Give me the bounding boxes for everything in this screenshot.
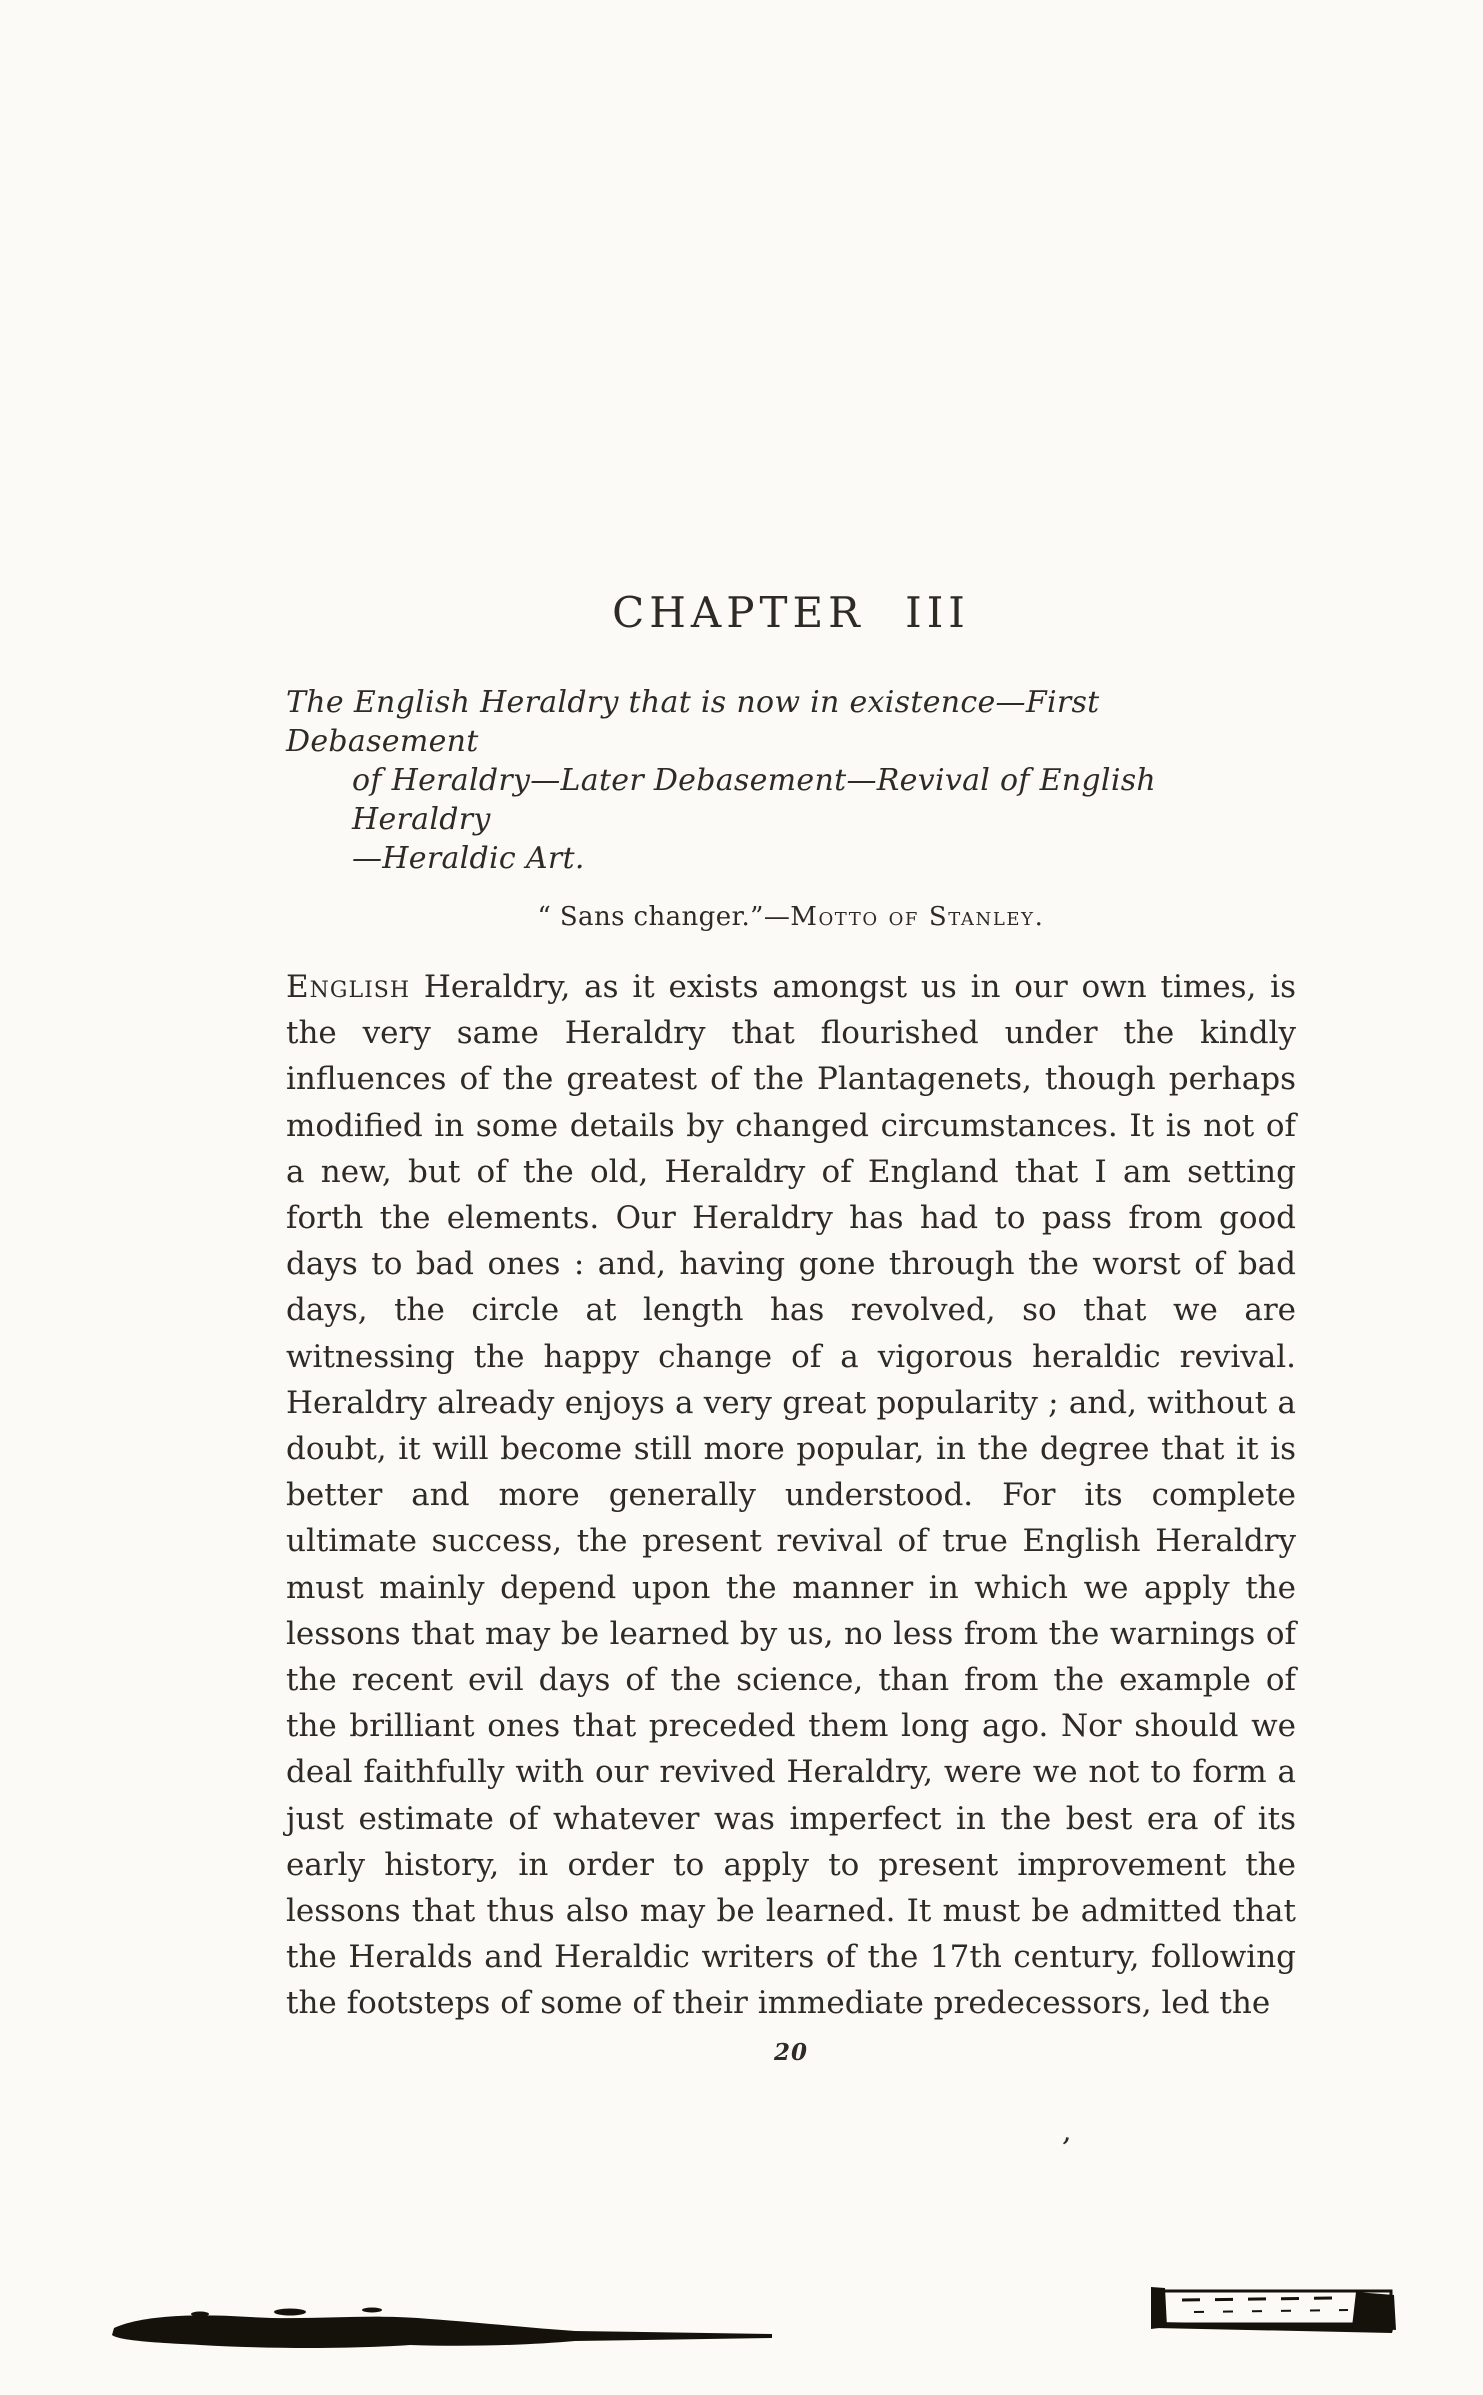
stray-ink-mark: ’ [1057, 2131, 1072, 2168]
page-number: 20 [773, 2038, 808, 2066]
ink-smudge-right [1148, 2282, 1400, 2336]
chapter-heading: CHAPTER III [612, 588, 970, 637]
chapter-motto [286, 902, 1296, 932]
summary-line: The English Heraldry that is now in existence—First Debasement [286, 685, 1100, 759]
ink-smudge-left [110, 2304, 780, 2356]
motto-attribution: Motto of Stanley. [790, 902, 1045, 932]
motto-quote: “ Sans changer.”— [537, 902, 791, 932]
body-paragraph [286, 964, 1296, 2027]
chapter-summary [286, 683, 1296, 878]
text-block [286, 588, 1296, 2066]
body-paragraph-text: Heraldry, as it exists amongst us in our own times, is the very same Heraldry that flourished under the kindly influences of the greatest of the Plantagenets, though perhaps modified in some details by changed circumstances. It is not of a new, but of the old, Heraldry of England that I am setting forth the elements. Our Heraldry has had to pass from good days to bad ones : and, having gone through the worst of bad days, the circle at length has revolved, so that we are witnessing the happy change of a vigorous heraldic revival. Heraldry already enjoys a very great popularity ; and, without a doubt, it will become still more popular, in the degree that it is better and more generally understood. For its complete ultimate success, the present revival of true English Heraldry must mainly depend upon the manner in which we apply the lessons that may be learned by us, no less from the warnings of the recent evil days of the science, than from the example of the brilliant ones that preceded them long ago. Nor should we deal faithfully with our revived Heraldry, were we not to form a just estimate of whatever was imperfect in the best era of its early history, in order to apply to present improvement the lessons that thus also may be learned. It must be admitted that the Heralds and Heraldic writers of the 17th century, following the footsteps of some of their immediate predecessors, led the [286, 969, 1296, 2022]
lead-word: English [286, 969, 411, 1005]
summary-line: of Heraldry—Later Debasement—Revival of English Heraldry [352, 763, 1157, 837]
summary-line: —Heraldic Art. [352, 841, 585, 876]
